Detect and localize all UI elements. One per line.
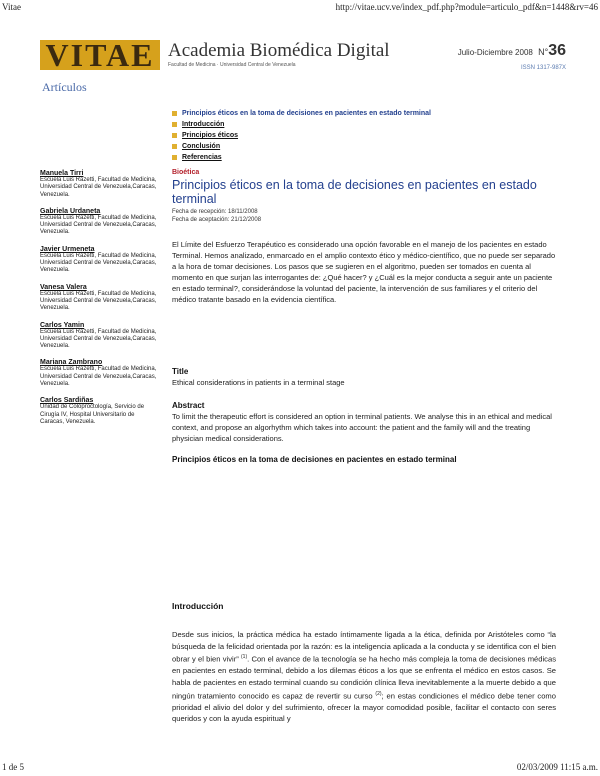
author-name[interactable]: Mariana Zambrano <box>40 359 103 367</box>
intro-text-2: . Con el avance de la tecnología se ha hecho más compleja la toma de decisiones médicas en pacientes en estado terminal, debido a los dilemas éticos a los que se enfrenta el médico en estos casos. Se habla de pacientes en estado terminal cuando su condición clínica lleva inevitablemente a la muerte debido a que ningún tratamiento conocido es capaz de revertir su curso <box>172 654 556 701</box>
author-name[interactable]: Javier Urmeneta <box>40 245 95 253</box>
author-affiliation: Escuela Luis Razetti, Facultad de Medicina, Universidad Central de Venezuela,Caracas, Venezuela. <box>40 252 157 274</box>
toc-item-introduccion[interactable] <box>172 119 431 130</box>
toc-link[interactable]: Principios éticos en la toma de decisiones en pacientes en estado terminal <box>182 110 431 117</box>
issue-number-label: N° <box>538 47 549 57</box>
journal-title: Academia Biomédica Digital <box>168 40 390 61</box>
author-entry <box>40 359 158 388</box>
toc-link[interactable]: Principios éticos <box>182 132 239 139</box>
browser-print-header <box>2 2 598 16</box>
bullet-icon <box>172 122 177 127</box>
article-title: Principios éticos en la toma de decisiones en pacientes en estado terminal <box>172 178 537 206</box>
author-entry <box>40 170 158 199</box>
abstract-spanish: El Límite del Esfuerzo Terapéutico es considerado una opción favorable en el manejo de los pacientes en estado Terminal. Hemos analizado, enmarcado en el amplio contexto ético y médico-científico, que no puede ser separado a la hora de tomar decisiones. Los pasos que se sugieren en el algoritmo, pueden ser tomados en cuenta al momento en que surjan las interrogantes de: ¿Qué hacer? y ¿Cuál es la mejor conducta a seguir ante un paciente en estado terminal?, considerándose la voluntad del paciente, la intervención de sus familiares y el criterio del médico tratante basado en la evidencia científica. <box>172 240 556 304</box>
english-title: Ethical considerations in patients in a terminal stage <box>172 378 345 387</box>
author-name[interactable]: Gabriela Urdaneta <box>40 207 101 215</box>
toc-item-conclusion[interactable] <box>172 141 431 152</box>
author-list <box>40 170 158 435</box>
print-header-title: Vitae <box>2 2 21 12</box>
article-header <box>172 169 556 305</box>
received-date: Fecha de recepción: 18/11/2008 <box>172 209 258 215</box>
toc-link[interactable]: Conclusión <box>182 143 221 150</box>
english-abstract: To limit the therapeutic effort is considered an option in terminal patients. We analyse this in an ethical and medical context, and propose an algorhythm which takes into account: the patient and the family will and the treating physician medical considerations. <box>172 412 552 443</box>
page-count: 1 de 5 <box>2 762 24 772</box>
bullet-icon <box>172 133 177 138</box>
abstract-label: Abstract <box>172 401 205 410</box>
intro-text-1: Desde sus inicios, la práctica médica ha estado íntimamente ligada a la ética, definida por Aristóteles como “la búsqueda de la felicidad orientada por la razón: es la inteligencia aplicada a la conducta y se identifica con el bien obrar y el bien vivir” <box>172 630 556 664</box>
toc-item-title[interactable] <box>172 108 431 119</box>
body-title: Principios éticos en la toma de decisiones en pacientes en estado terminal <box>172 455 457 464</box>
author-entry <box>40 208 158 237</box>
author-name[interactable]: Manuela Tirri <box>40 170 84 177</box>
author-entry <box>40 246 158 275</box>
author-affiliation: Escuela Luis Razetti, Facultad de Medicina, Universidad Central de Venezuela,Caracas, Venezuela. <box>40 366 157 388</box>
introduction-paragraph <box>172 629 556 732</box>
author-name[interactable]: Carlos Sardiñas <box>40 397 94 405</box>
toc-item-referencias[interactable] <box>172 152 431 163</box>
vitae-logo: VITAE <box>40 40 160 70</box>
toc-link[interactable]: Introducción <box>182 121 225 128</box>
section-label: Artículos <box>42 80 87 94</box>
print-header-url: http://vitae.ucv.ve/index_pdf.php?module=articulo_pdf&n=1448&rv=46 <box>335 2 598 12</box>
print-timestamp: 02/03/2009 11:15 a.m. <box>516 762 598 772</box>
english-title-block <box>172 367 556 387</box>
intro-text-3: ; en estas condiciones el médico debe tener como prioridad el alivio del dolor y del sufrimiento, ofrecer la mayor comodidad posible, facilitar el contacto con seres queridos y con la ayuda espiritual y <box>172 691 556 724</box>
article-dates <box>172 209 556 224</box>
introduction-heading: Introducción <box>172 601 224 611</box>
author-affiliation: Unidad de Coloproctología, Servicio de Cirugía IV, Hospital Universitario de Caracas, Venezuela. <box>40 404 145 425</box>
issue-info <box>458 42 566 60</box>
bullet-icon <box>172 144 177 149</box>
toc-link[interactable]: Referencias <box>182 154 222 161</box>
reference-marker[interactable]: (1) <box>241 654 248 661</box>
bullet-icon <box>172 155 177 160</box>
issue-number: 36 <box>548 42 566 59</box>
journal-masthead <box>40 37 566 80</box>
journal-subtitle: Facultad de Medicina · Universidad Central de Venezuela <box>168 62 296 68</box>
accepted-date: Fecha de aceptación: 21/12/2008 <box>172 216 262 223</box>
issn: ISSN 1317-987X <box>520 65 566 71</box>
title-label: Title <box>172 367 189 376</box>
article-category: Bioética <box>172 169 200 176</box>
author-name[interactable]: Vanesa Valera <box>40 283 87 291</box>
toc-item-principios[interactable] <box>172 130 431 141</box>
reference-marker[interactable]: (2) <box>375 690 382 697</box>
author-entry <box>40 397 158 426</box>
author-entry <box>40 284 158 313</box>
author-name[interactable]: Carlos Yamin <box>40 321 85 329</box>
browser-print-footer <box>2 762 598 774</box>
issue-date: Julio-Diciembre 2008 <box>457 48 533 57</box>
table-of-contents <box>172 108 431 163</box>
english-abstract-block <box>172 401 556 444</box>
author-affiliation: Escuela Luis Razetti, Facultad de Medicina, Universidad Central de Venezuela,Caracas, Venezuela. <box>40 328 157 350</box>
author-affiliation: Escuela Luis Razetti, Facultad de Medicina, Universidad Central de Venezuela,Caracas, Venezuela. <box>40 214 157 236</box>
author-affiliation: Escuela Luis Razetti, Facultad de Medicina, Universidad Central de Venezuela,Caracas, Venezuela. <box>40 177 157 198</box>
author-affiliation: Escuela Luis Razetti, Facultad de Medicina, Universidad Central de Venezuela,Caracas, Venezuela. <box>40 290 157 312</box>
bullet-icon <box>172 111 177 116</box>
author-entry <box>40 322 158 351</box>
